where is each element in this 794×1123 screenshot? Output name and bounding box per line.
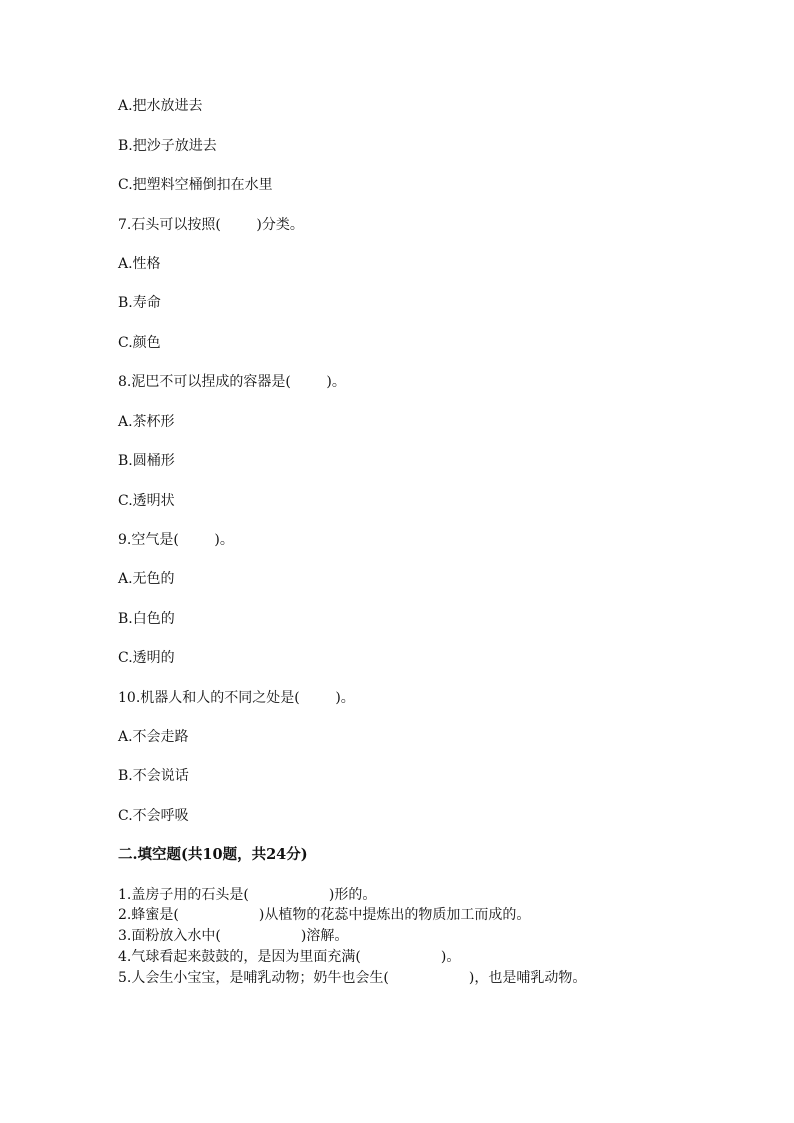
option-10c: C.不会呼吸 — [118, 808, 189, 824]
question-7: 7.石头可以按照( )分类。 — [118, 217, 304, 233]
option-9c: C.透明的 — [118, 650, 175, 666]
option-7a: A.性格 — [118, 256, 161, 272]
option-7b: B.寿命 — [118, 295, 161, 311]
question-9: 9.空气是( )。 — [118, 532, 234, 548]
option-6a: A.把水放进去 — [118, 98, 203, 114]
question-8: 8.泥巴不可以捏成的容器是( )。 — [118, 374, 346, 390]
fill-question-1: 1.盖房子用的石头是( )形的。 — [118, 887, 377, 903]
fill-question-2: 2.蜂蜜是( )从植物的花蕊中提炼出的物质加工而成的。 — [118, 907, 531, 923]
option-10a: A.不会走路 — [118, 729, 189, 745]
section-title-fill-in: 二.填空题(共10题，共24分) — [118, 846, 308, 863]
option-8c: C.透明状 — [118, 493, 175, 509]
option-6b: B.把沙子放进去 — [118, 138, 217, 154]
option-9a: A.无色的 — [118, 571, 175, 587]
option-10b: B.不会说话 — [118, 768, 189, 784]
option-9b: B.白色的 — [118, 611, 175, 627]
option-6c: C.把塑料空桶倒扣在水里 — [118, 177, 273, 193]
fill-question-5: 5.人会生小宝宝，是哺乳动物；奶牛也会生( )，也是哺乳动物。 — [118, 970, 587, 986]
option-8b: B.圆桶形 — [118, 453, 175, 469]
option-7c: C.颜色 — [118, 335, 161, 351]
question-10: 10.机器人和人的不同之处是( )。 — [118, 690, 355, 706]
fill-question-3: 3.面粉放入水中( )溶解。 — [118, 928, 349, 944]
option-8a: A.茶杯形 — [118, 414, 175, 430]
fill-question-4: 4.气球看起来鼓鼓的，是因为里面充满( )。 — [118, 949, 461, 965]
